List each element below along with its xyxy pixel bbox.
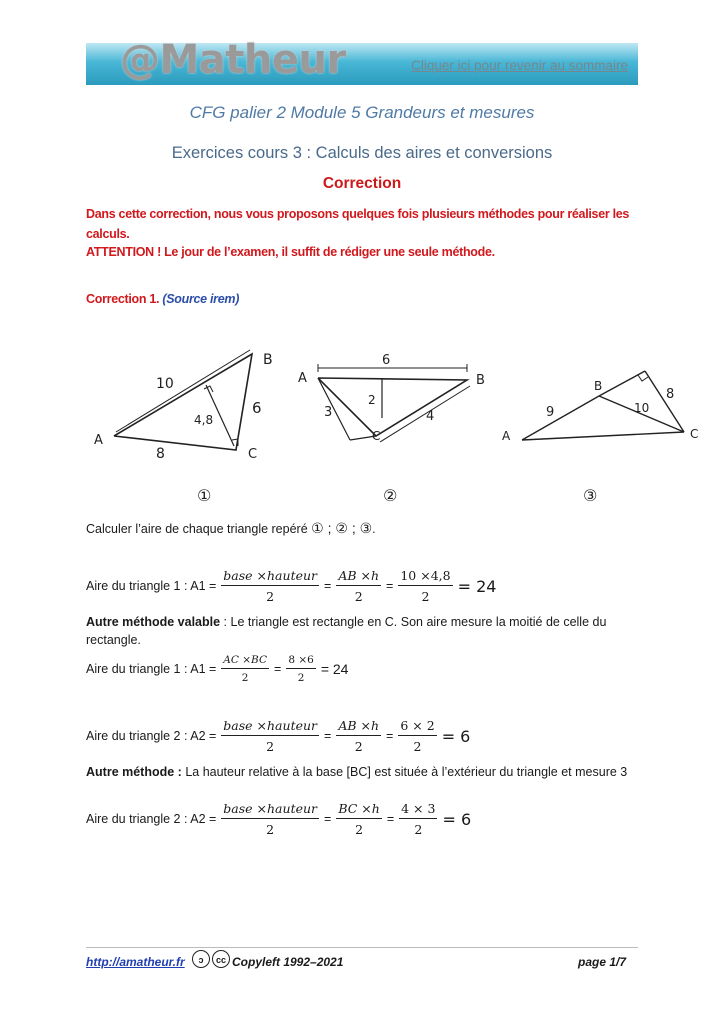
area-1b-fraction-1 [221,654,269,684]
question-marker-2: ② [335,521,348,537]
denominator: 2 [241,672,249,684]
area-2b-fraction-1 [221,801,319,837]
area-2b-formula: Aire du triangle 2 : A2 = $\frac{\text{base ×hauteur}}{2}$ = $\frac{BC \times h}{2}$ = $\frac{4 \times 3}{2}$ = 6 [86,801,472,837]
fig3-side-bc: 10 [634,401,650,415]
fig2-side-3: 3 [324,405,333,420]
alt-method-1-text: : Le triangle est rectangle en C. Son aire mesure la moitié de celle du rectangle. [86,615,607,647]
intro-paragraph: Dans cette correction, nous vous proposons quelques fois plusieurs méthodes pour réaliser les calculs. [86,207,630,241]
fig3-label-b: B [594,379,603,393]
correction-1-heading [86,292,239,306]
fig2-label-b: B [476,373,485,388]
copyleft-icon: ↄ [192,950,210,968]
numerator: 8 ×6 [286,654,316,669]
denominator: 2 [266,822,275,837]
denominator: 2 [297,672,305,684]
area-2b-fraction-2 [336,801,381,837]
correction-1-label: Correction 1. [86,292,160,306]
area-2-formula: Aire du triangle 2 : A2 = $\frac{\text{base ×hauteur}}{2}$ = $\frac{AB \times h}{2}$ = $\frac{6 \times 2}{2}$ = 6 [86,718,471,754]
triangle-2-figure [318,364,470,442]
footer-divider [86,947,638,948]
area-2-fraction-3 [398,718,436,754]
numerator: 10 ×4,8 [398,568,452,586]
marker-2: ② [383,486,398,505]
denominator: 2 [266,589,275,604]
marker-3: ③ [583,486,598,505]
alt-method-2 [86,763,646,781]
area-1-fraction-1 [221,568,319,604]
alt-method-1-title: Autre méthode valable [86,615,221,629]
marker-1: ① [197,486,212,505]
question-text: Calculer l’aire de chaque triangle repéré [86,522,308,536]
area-1-fraction-3 [398,568,452,604]
fig3-label-a: A [502,429,511,443]
area-1-fraction-2 [336,568,381,604]
creative-commons-icon: cc [212,950,230,968]
alt-method-1 [86,613,646,649]
fig2-height: 2 [368,393,376,407]
fig2-side-bc: 4 [426,409,435,424]
attention-note: ATTENTION ! Le jour de l’examen, il suffit de rédiger une seule méthode. [86,245,495,259]
question-marker-3: ③ [359,521,373,537]
numerator: 4 × 3 [399,801,437,819]
fig2-label-a: A [298,371,307,386]
area-1-result: = 24 [457,576,497,596]
area-1b-fraction-2 [286,654,316,684]
fig1-side-ab: 10 [156,376,174,392]
header-banner [86,37,638,85]
fig1-label-c: C [248,447,258,462]
area-2b-result: = 6 [442,809,472,829]
fig2-label-c: C [372,429,381,443]
denominator: 2 [266,739,275,754]
question-line [86,520,376,537]
triangle-1-figure [114,350,252,450]
denominator: 2 [421,589,430,604]
area-1-formula: Aire du triangle 1 : A1 = $\frac{\text{base ×hauteur}}{2}$ = $\frac{AB \times h}{2}$ = $\frac{10 \times 4,8}{2}$ = 24 [86,568,497,604]
correction-heading: Correction [322,175,402,192]
question-sep-1: ; [323,520,336,536]
fig1-label-b: B [263,352,273,368]
numerator: AB ×h [336,718,381,736]
fig1-side-ac: 8 [156,446,165,462]
site-logo: @Matheur [120,37,346,83]
exercise-title: Exercices cours 3 : Calculs des aires et conversions [171,144,553,162]
area-2b-fraction-3 [399,801,437,837]
question-sep-2: ; [347,520,360,536]
area-1b-result: = 24 [320,661,349,677]
numerator: BC ×h [336,801,381,819]
area-2-fraction-2 [336,718,381,754]
fig1-height: 4,8 [194,413,214,427]
module-title: CFG palier 2 Module 5 Grandeurs et mesures [189,103,535,122]
triangle-figures [86,340,699,470]
fig3-side-ab: 9 [546,405,555,420]
fig3-height: 8 [666,387,675,402]
area-1b-label: Aire du triangle 1 : A1 = [86,662,217,676]
question-end: . [372,522,376,536]
fig1-label-a: A [94,433,103,448]
denominator: 2 [355,822,364,837]
numerator: base ×hauteur [221,718,319,736]
denominator: 2 [414,822,423,837]
fig3-label-c: C [690,427,699,441]
denominator: 2 [413,739,422,754]
area-1b-formula: Aire du triangle 1 : A1 = $\frac{AC \times BC}{2}$ = $\frac{8 \times 6}{2}$ = 24 [86,654,349,684]
alt-method-2-title: Autre méthode : [86,765,182,779]
back-to-summary-link[interactable]: Cliquer ici pour revenir au sommaire [411,58,628,73]
question-marker-1: ① [311,521,324,537]
denominator: 2 [354,589,363,604]
numerator: AB ×h [336,568,381,586]
numerator: 6 × 2 [398,718,436,736]
copyleft-text: Copyleft 1992–2021 [232,955,344,969]
footer-site-link[interactable]: http://amatheur.fr [86,955,185,969]
alt-method-2-text: La hauteur relative à la base [BC] est située à l’extérieur du triangle et mesure 3 [181,765,628,779]
denominator: 2 [354,739,363,754]
area-2b-label: Aire du triangle 2 : A2 = [86,812,217,826]
fig1-side-bc: 6 [252,399,262,417]
correction-1-source: (Source irem) [162,292,240,306]
area-2-label: Aire du triangle 2 : A2 = [86,729,217,743]
fig2-side-ab: 6 [382,353,391,368]
numerator: base ×hauteur [221,801,319,819]
page-number: page 1/7 [578,955,627,969]
numerator: base ×hauteur [221,568,319,586]
numerator: AC ×BC [221,654,269,669]
area-2-result: = 6 [441,726,471,746]
area-1-label: Aire du triangle 1 : A1 = [86,579,217,593]
area-2-fraction-1 [221,718,319,754]
